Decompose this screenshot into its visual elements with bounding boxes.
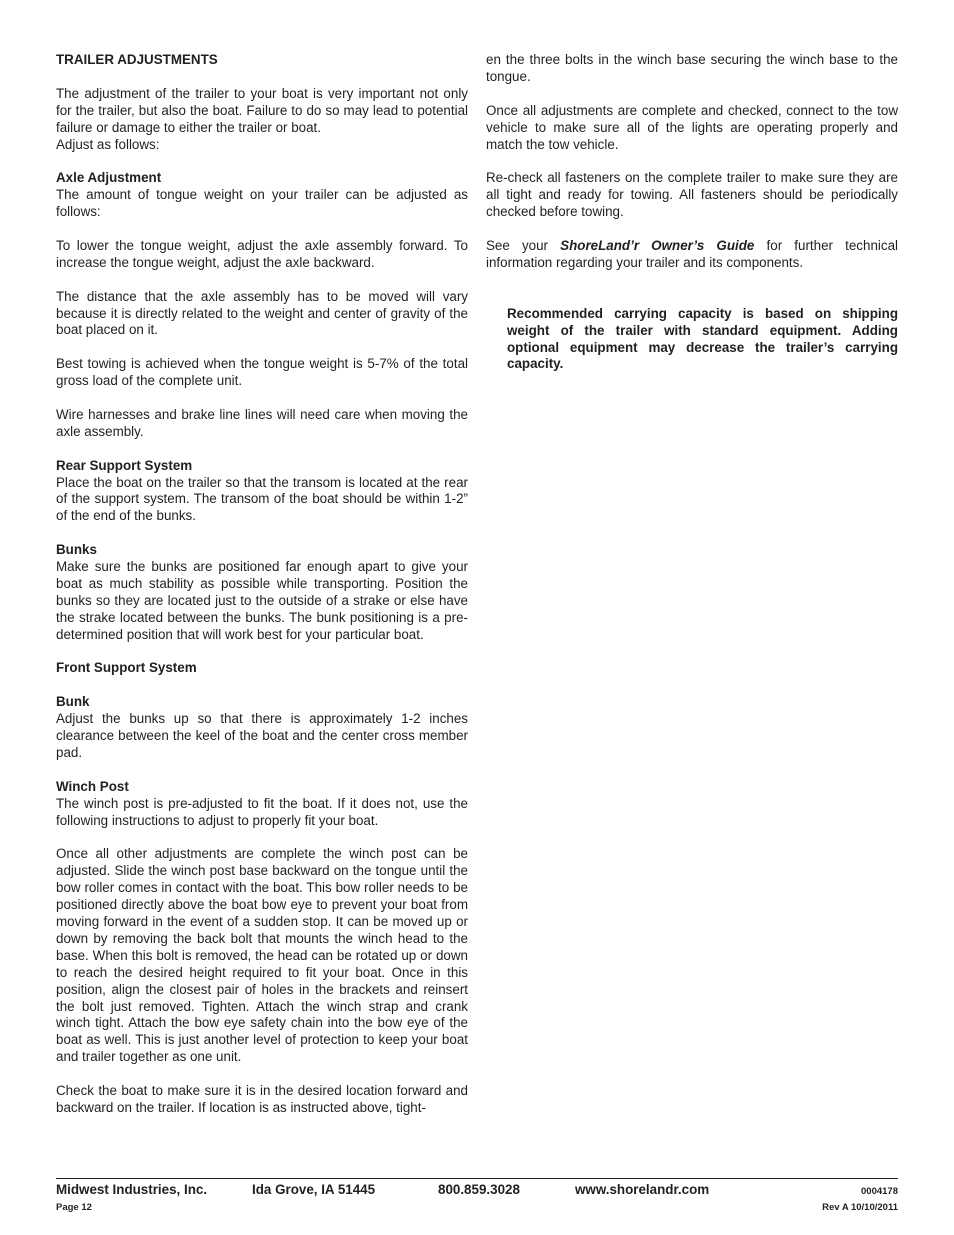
- winch-post-section: [56, 779, 468, 830]
- axle-paragraph-5: Wire harnesses and brake line lines will need care when moving the axle assembly.: [56, 406, 468, 439]
- rear-support-section: [56, 458, 468, 526]
- winch-post-heading: Winch Post: [56, 778, 129, 794]
- bunk-paragraph: Adjust the bunks up so that there is approximately 1-2 inches clearance between the keel of the boat and the center cross member pad.: [56, 711, 468, 760]
- intro-adjust-text: Adjust as follows:: [56, 136, 160, 152]
- footer-website: www.shorelandr.com: [575, 1182, 710, 1197]
- right-paragraph-2: Re-check all fasteners on the complete trailer to make sure they are all tight and ready for towing. All fasteners should be periodically checked before towing.: [486, 170, 898, 220]
- rear-support-paragraph: Place the boat on the trailer so that the transom is located at the rear of the support system. The transom of the boat should be within 1-2” of the end of the bunks.: [56, 474, 468, 524]
- bunks-paragraph: Make sure the bunks are positioned far enough apart to give your boat as much stability as possible while transporting. Position the bunks so they are located just to the outside of a strake or else have the strake located between the bunks. The bunk positioning is a pre-determined position that will work best for your particular boat.: [56, 559, 468, 642]
- owners-guide-prefix: See your: [486, 237, 561, 253]
- footer-revision: Rev A 10/10/2011: [822, 1202, 898, 1213]
- intro-text: The adjustment of the trailer to your boat is very important not only for the trailer, but also the boat. Failure to do so may lead to potential failure or damage to either the trailer or boat.: [56, 85, 468, 135]
- owners-guide-title: ShoreLand’r Owner’s Guide: [560, 237, 755, 253]
- bunk-heading: Bunk: [56, 694, 90, 710]
- winch-post-paragraph-1: The winch post is pre-adjusted to fit the boat. If it does not, use the following instructions to adjust to properly fit your boat.: [56, 795, 468, 828]
- axle-paragraph-1: The amount of tongue weight on your trailer can be adjusted as follows:: [56, 187, 468, 220]
- axle-paragraph-4: Best towing is achieved when the tongue weight is 5-7% of the total gross load of the complete unit.: [56, 356, 468, 389]
- footer-page-number: Page 12: [56, 1202, 92, 1213]
- footer-phone: 800.859.3028: [438, 1182, 520, 1197]
- front-support-heading: Front Support System: [56, 660, 197, 676]
- bunks-heading: Bunks: [56, 542, 97, 558]
- axle-paragraph-3: The distance that the axle assembly has to be moved will vary because it is directly related to the weight and center of gravity of the boat placed on it.: [56, 288, 468, 338]
- bunk-section: [56, 694, 468, 762]
- owners-guide-paragraph: [486, 238, 898, 272]
- section-title: TRAILER ADJUSTMENTS: [56, 52, 218, 67]
- winch-post-paragraph-2: Once all other adjustments are complete the winch post can be adjusted. Slide the winch post base backward on the tongue until the bow roller comes in contact with the boat. This bow roller needs to be positioned directly above the boat bow eye to prevent your boat from moving forward in the event of a sudden stop. It can be moved up or down by removing the back bolt that mounts the winch head to the base. When this bolt is removed, the head can be rotated up or down to reach the desired height required to fit your boat. Once in this position, align the closest pair of holes in the brackets and reinsert the bolt just removed. Tighten. Attach the winch strap and crank winch tight. Attach the bow eye safety chain into the bow eye of the boat as well. This is just another level of protection to keep your boat and trailer together as one unit.: [56, 846, 468, 1065]
- axle-heading: Axle Adjustment: [56, 170, 162, 186]
- left-column: [56, 52, 468, 1134]
- right-paragraph-1: Once all adjustments are complete and checked, connect to the tow vehicle to make sure all of the lights are operating properly and match the tow vehicle.: [486, 102, 898, 152]
- winch-post-paragraph-3-start: Check the boat to make sure it is in the desired location forward and backward on the trailer. If location is as instructed above, tight-: [56, 1083, 468, 1115]
- footer-city: Ida Grove, IA 51445: [252, 1182, 376, 1197]
- front-support-heading-block: [56, 660, 468, 677]
- rear-support-heading: Rear Support System: [56, 457, 193, 473]
- footer-part-number: 0004178: [861, 1186, 898, 1197]
- winch-post-paragraph-3-end: en the three bolts in the winch base securing the winch base to the tongue.: [486, 52, 898, 84]
- right-column: [486, 52, 898, 390]
- footer-divider: [56, 1178, 898, 1179]
- intro-paragraph: [56, 86, 468, 154]
- footer-company: Midwest Industries, Inc.: [56, 1182, 208, 1197]
- owners-guide-suffix: for further technical information regarding your trailer and its components.: [486, 237, 898, 270]
- axle-paragraph-2: To lower the tongue weight, adjust the axle assembly forward. To increase the tongue weight, adjust the axle backward.: [56, 237, 468, 270]
- bunks-section: [56, 542, 468, 643]
- capacity-note: Recommended carrying capacity is based on shipping weight of the trailer with standard equipment. Adding optional equipment may decrease the trailer’s carrying capacity.: [507, 305, 898, 372]
- axle-section: [56, 170, 468, 221]
